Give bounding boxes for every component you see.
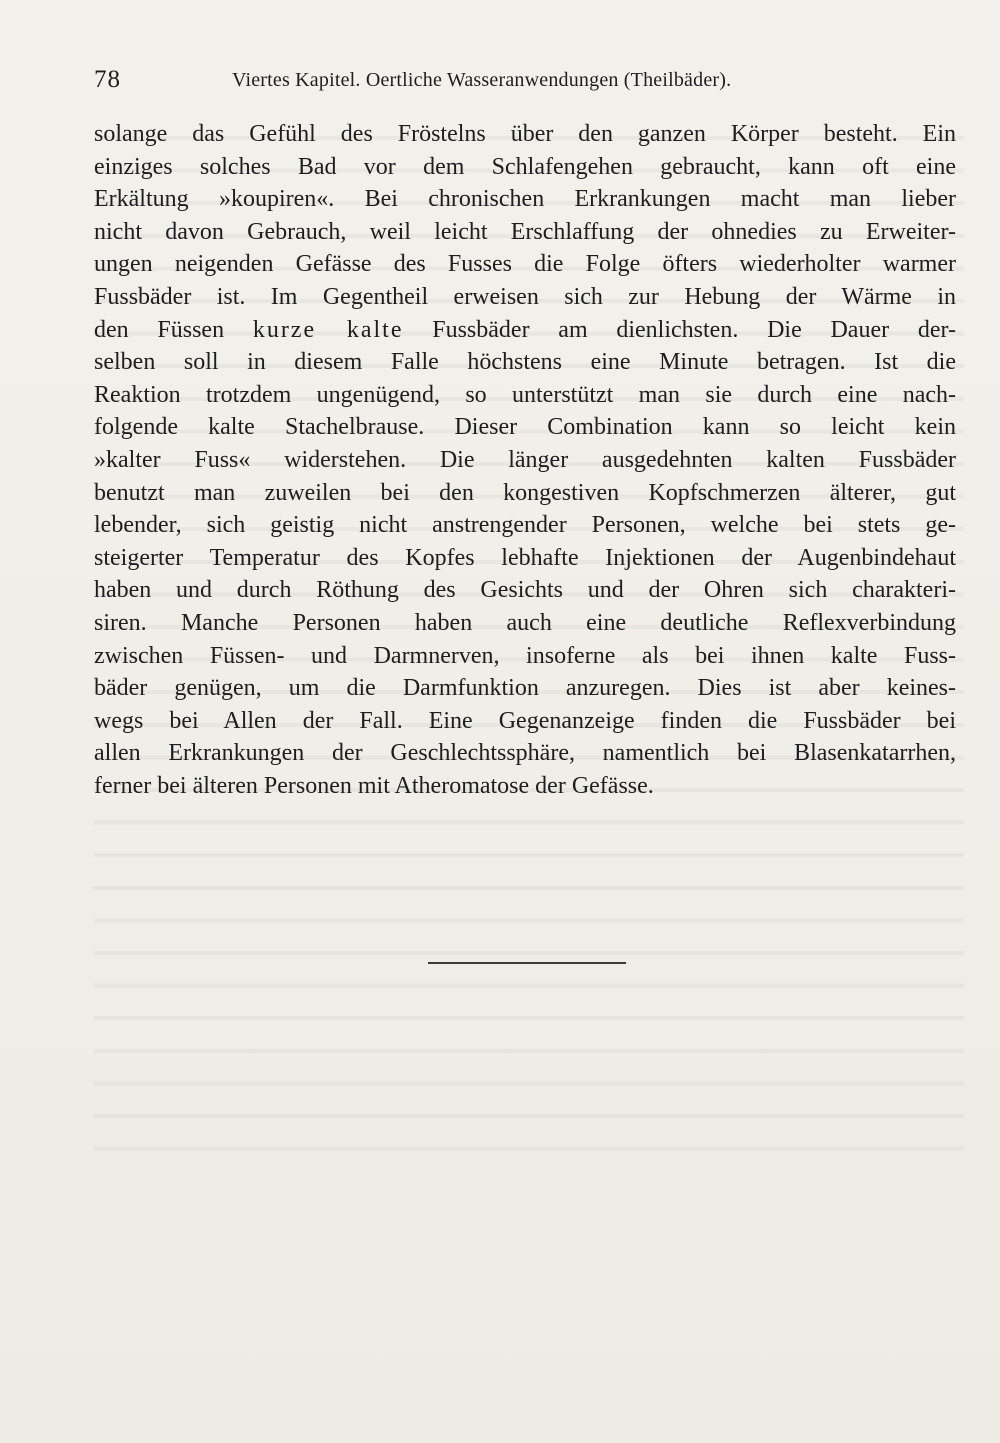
text-run: den Füssen	[94, 316, 253, 343]
text-line	[94, 314, 956, 347]
text-line	[94, 705, 956, 738]
text-run: lebender, sich geistig nicht anstrengender Personen, welche bei stets ge-	[94, 512, 956, 539]
text-line	[94, 542, 956, 575]
text-line	[94, 607, 956, 640]
text-run: steigerter Temperatur des Kopfes lebhafte Injektionen der Augenbindehaut	[94, 544, 956, 571]
text-run: allen Erkrankungen der Geschlechtssphäre, namentlich bei Blasenkatarrhen,	[94, 740, 956, 767]
text-line	[94, 477, 956, 510]
page-number: 78	[94, 66, 121, 93]
text-run: folgende kalte Stachelbrause. Dieser Combination kann so leicht kein	[94, 414, 956, 441]
text-run: haben und durch Röthung des Gesichts und der Ohren sich charakteri-	[94, 577, 956, 604]
text-line	[94, 411, 956, 444]
text-run: einziges solches Bad vor dem Schlafengehen gebraucht, kann oft eine	[94, 153, 956, 180]
text-run: Erkältung »koupiren«. Bei chronischen Erkrankungen macht man lieber	[94, 186, 956, 213]
text-line	[94, 346, 956, 379]
emphasis-spaced: kurze kalte	[252, 316, 404, 343]
text-line	[94, 151, 956, 184]
text-line	[94, 281, 956, 314]
text-run: ungen neigenden Gefässe des Fusses die Folge öfters wiederholter warmer	[94, 251, 956, 278]
text-run: ferner bei älteren Personen mit Atheromatose der Gefässe.	[94, 772, 654, 799]
text-line	[94, 737, 956, 770]
section-rule	[428, 962, 626, 964]
text-line	[94, 770, 956, 803]
text-line	[94, 444, 956, 477]
text-run: zwischen Füssen- und Darmnerven, insoferne als bei ihnen kalte Fuss-	[94, 642, 956, 669]
text-line	[94, 118, 956, 151]
running-head: Viertes Kapitel. Oertliche Wasseranwendungen (Theilbäder).	[232, 69, 732, 91]
text-run: selben soll in diesem Falle höchstens eine Minute betragen. Ist die	[94, 349, 956, 376]
text-run: »kalter Fuss« widerstehen. Die länger ausgedehnten kalten Fussbäder	[94, 446, 956, 473]
text-line	[94, 672, 956, 705]
text-line	[94, 216, 956, 249]
text-line	[94, 248, 956, 281]
text-run: siren. Manche Personen haben auch eine deutliche Reflexverbindung	[94, 609, 956, 636]
text-line	[94, 379, 956, 412]
text-run: bäder genügen, um die Darmfunktion anzuregen. Dies ist aber keines-	[94, 675, 956, 702]
body-text	[94, 118, 956, 802]
text-run: benutzt man zuweilen bei den kongestiven Kopfschmerzen älterer, gut	[94, 479, 956, 506]
text-run: wegs bei Allen der Fall. Eine Gegenanzeige finden die Fussbäder bei	[94, 707, 956, 734]
text-line	[94, 509, 956, 542]
text-line	[94, 183, 956, 216]
text-run: Fussbäder ist. Im Gegentheil erweisen sich zur Hebung der Wärme in	[94, 283, 956, 310]
text-run: Reaktion trotzdem ungenügend, so unterstützt man sie durch eine nach-	[94, 381, 956, 408]
text-run: solange das Gefühl des Fröstelns über den ganzen Körper besteht. Ein	[94, 121, 956, 147]
text-run: nicht davon Gebrauch, weil leicht Erschlaffung der ohnedies zu Erweiter-	[94, 218, 956, 245]
text-line	[94, 640, 956, 673]
page-header	[94, 66, 954, 102]
text-run: Fussbäder am dienlichsten. Die Dauer der-	[403, 316, 956, 343]
text-line	[94, 574, 956, 607]
